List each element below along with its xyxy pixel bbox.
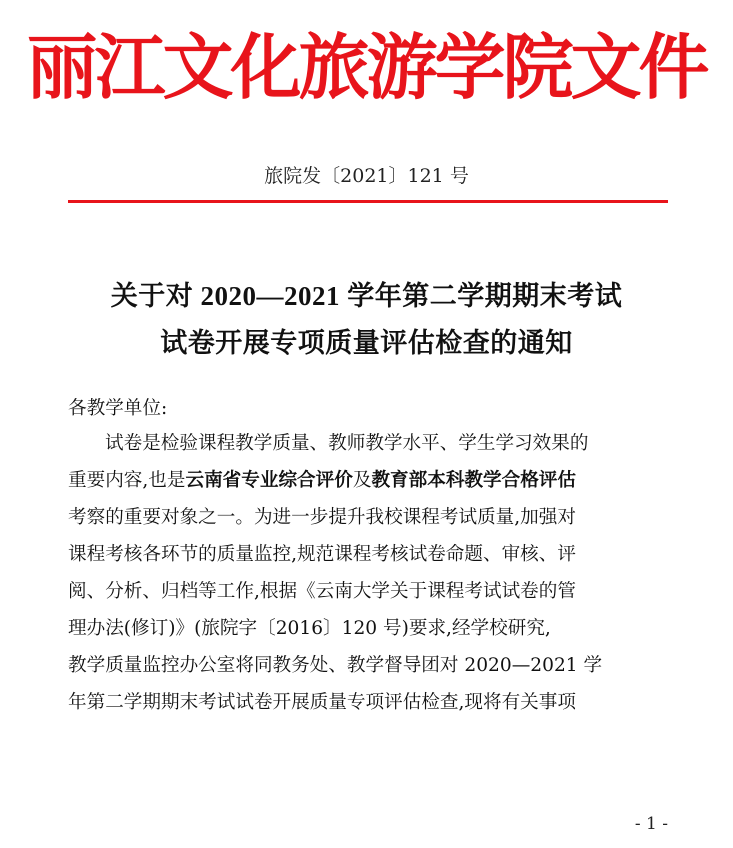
- body-line-4: 课程考核各环节的质量监控,规范课程考核试卷命题、审核、评: [68, 544, 576, 565]
- body-line-6: 理办法(修订)》(旅院字〔2016〕120 号)要求,经学校研究,: [68, 618, 551, 639]
- body-line-8: 年第二学期期末考试试卷开展质量专项评估检查,现将有关事项: [68, 692, 576, 713]
- red-divider-line: [68, 200, 668, 203]
- notice-title-line-2: 试卷开展专项质量评估检查的通知: [160, 328, 573, 358]
- emphasis-provincial-evaluation: 云南省专业综合评价: [185, 470, 353, 491]
- page-number: - 1 -: [634, 814, 668, 834]
- body-line-5: 阅、分析、归档等工作,根据《云南大学关于课程考试试卷的管: [68, 581, 576, 602]
- notice-title-line-1: 关于对 2020—2021 学年第二学期期末考试: [110, 281, 623, 311]
- emphasis-ministry-evaluation: 教育部本科教学合格评估: [371, 470, 576, 491]
- body-line-1: 试卷是检验课程教学质量、教师教学水平、学生学习效果的: [105, 433, 589, 454]
- body-line-3: 考察的重要对象之一。为进一步提升我校课程考试质量,加强对: [68, 507, 576, 528]
- document-number: 旅院发〔2021〕121 号: [264, 165, 469, 187]
- masthead-title: 丽江文化旅游学院文件: [26, 26, 707, 109]
- body-line-2-text-a: 重要内容,也是: [68, 470, 186, 491]
- body-line-2-text-c: 及: [352, 470, 372, 491]
- greeting: 各教学单位:: [68, 398, 168, 419]
- body-line-7: 教学质量监控办公室将同教务处、教学督导团对 2020—2021 学: [68, 655, 603, 676]
- body-line-2: [68, 468, 576, 494]
